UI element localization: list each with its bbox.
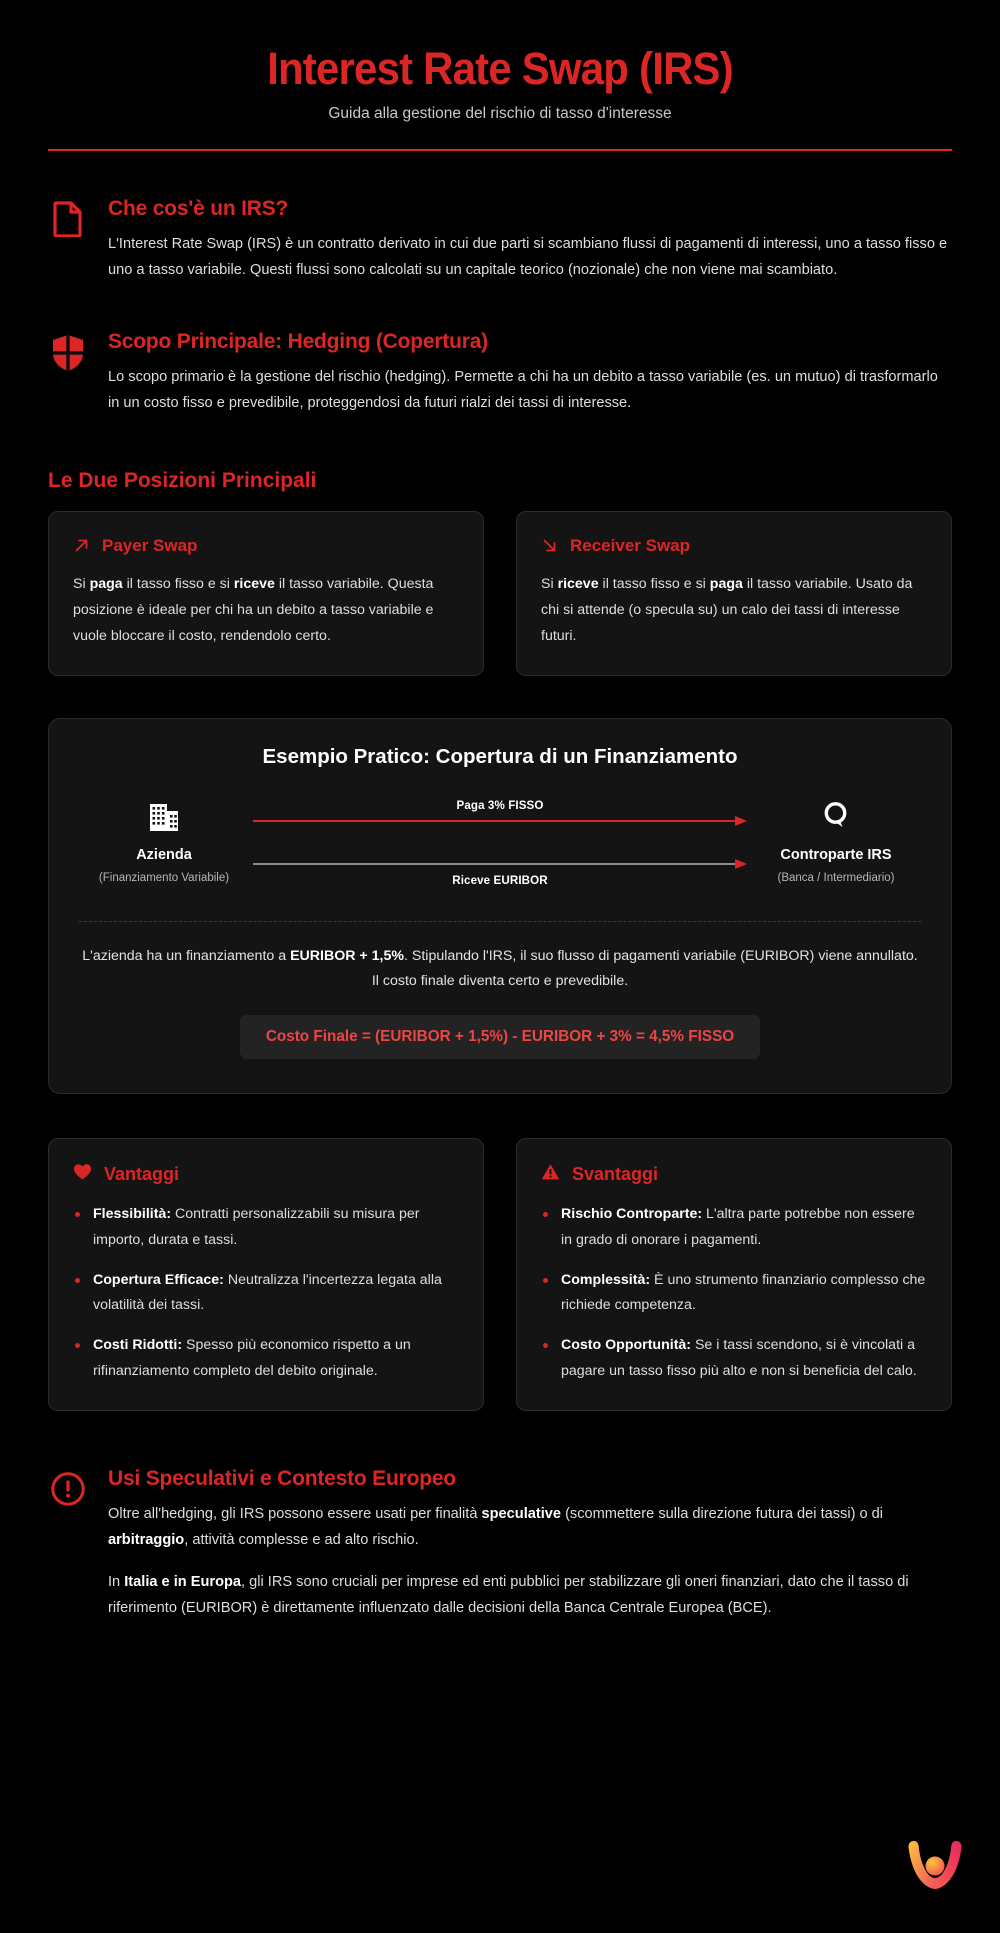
flow-arrow-floating xyxy=(253,857,747,891)
arrow-down-right-icon xyxy=(541,537,558,554)
section-paragraph-1: Oltre all'hedging, gli IRS possono essere usati per finalità speculative (scommettere sulla direzione futura dei tassi) o di arbitraggio, attività complesse e ad alto rischio. xyxy=(108,1505,884,1548)
heart-icon xyxy=(73,1163,92,1186)
exclamation-circle-icon xyxy=(48,1465,88,1507)
page-subtitle: Guida alla gestione del rischio di tasso d'interesse xyxy=(328,105,672,122)
list-item: Complessità: È uno strumento finanziario complesso che richiede competenza. xyxy=(541,1268,927,1319)
arrow-up-right-icon xyxy=(73,537,90,554)
flow-node-counterparty xyxy=(751,795,921,887)
section-text: L'Interest Rate Swap (IRS) è un contratto derivato in cui due parti si scambiano flussi di pagamenti di interessi, uno a tasso fisso e uno a tasso variabile. Questi flussi sono calcolati su un capitale teorico (nozionale) che non viene mai scambiato. xyxy=(108,236,948,278)
section-what-is-irs xyxy=(48,195,952,284)
flow-arrow-line xyxy=(253,863,735,865)
flow-node-label: Azienda xyxy=(136,847,192,864)
list-item: Flessibilità: Contratti personalizzabili su misura per importo, durata e tassi. xyxy=(73,1202,459,1253)
section-speculative-uses xyxy=(48,1465,952,1622)
building-icon xyxy=(79,799,249,833)
section-body xyxy=(108,1465,952,1622)
section-body xyxy=(108,195,952,284)
card-receiver-swap[interactable] xyxy=(516,511,952,677)
flow-node-sublabel: (Finanziamento Variabile) xyxy=(98,872,230,885)
brand-logo-icon xyxy=(902,1833,968,1899)
swap-flow-diagram xyxy=(79,795,921,891)
card-header xyxy=(541,1163,927,1186)
section-text: Lo scopo primario è la gestione del rischio (hedging). Permette a chi ha un debito a tasso variabile (es. un mutuo) di trasformarlo in un costo fisso e prevedibile, proteggendosi da futuri rialzi dei tassi di interesse. xyxy=(108,368,938,411)
advantages-list xyxy=(73,1202,459,1384)
flow-node-label: Controparte IRS xyxy=(780,847,892,864)
card-payer-swap[interactable] xyxy=(48,511,484,677)
card-header xyxy=(73,536,459,556)
section-paragraph-2: In Italia e in Europa, gli IRS sono cruciali per imprese ed enti pubblici per stabilizzare gli oneri finanziari, dato che il tasso di riferimento (EURIBOR) è direttamente influenzato dalle decisioni della Banca Centrale Europea (BCE). xyxy=(108,1573,909,1616)
card-title: Receiver Swap xyxy=(570,535,691,555)
card-header xyxy=(541,536,927,556)
example-note-line1: L'azienda ha un finanziamento a EURIBOR + 1,5%. Stipulando l'IRS, il suo flusso di pagamenti variabile (EURIBOR) viene annullato. xyxy=(82,948,918,965)
page-header xyxy=(48,0,952,151)
example-note-line2: Il costo finale diventa certo e prevedibile. xyxy=(371,972,629,989)
pros-cons-row xyxy=(48,1138,952,1411)
shield-icon xyxy=(48,328,88,372)
card-text: Si riceve il tasso fisso e si paga il tasso variabile. Usato da chi si attende (o specula su) un calo dei tassi di interesse futuri. xyxy=(541,575,913,644)
card-header xyxy=(73,1163,459,1186)
bank-counterparty-icon xyxy=(751,799,921,833)
list-item: Costi Ridotti: Spesso più economico rispetto a un rifinanziamento completo del debito originale. xyxy=(73,1333,459,1384)
flow-node-company xyxy=(79,795,249,887)
positions-cards xyxy=(48,511,952,677)
page-title: Interest Rate Swap (IRS) xyxy=(267,43,733,94)
final-cost-formula: Costo Finale = (EURIBOR + 1,5%) - EURIBOR + 3% = 4,5% FISSO xyxy=(240,1015,760,1059)
flow-arrow-head xyxy=(735,859,747,869)
card-title: Svantaggi xyxy=(572,1164,659,1185)
flow-arrow-head xyxy=(735,816,747,826)
header-divider xyxy=(48,149,952,151)
disadvantages-list xyxy=(541,1202,927,1384)
example-divider xyxy=(79,921,921,922)
example-title: Esempio Pratico: Copertura di un Finanziamento xyxy=(262,745,738,769)
flow-node-sublabel: (Banca / Intermediario) xyxy=(777,872,895,885)
list-item: Rischio Controparte: L'altra parte potrebbe non essere in grado di onorare i pagamenti. xyxy=(541,1202,927,1253)
section-title: Usi Speculativi e Contesto Europeo xyxy=(108,1466,456,1490)
section-title: Che cos'è un IRS? xyxy=(108,197,289,220)
list-item: Copertura Efficace: Neutralizza l'incertezza legata alla volatilità dei tassi. xyxy=(73,1268,459,1319)
card-title: Payer Swap xyxy=(102,535,198,555)
card-text: Si paga il tasso fisso e si riceve il tasso variabile. Questa posizione è ideale per chi ha un debito a tasso variabile e vuole bloccare il costo, rendendolo certo. xyxy=(73,575,434,644)
section-hedging xyxy=(48,328,952,417)
card-disadvantages[interactable] xyxy=(516,1138,952,1411)
card-title: Vantaggi xyxy=(104,1164,180,1185)
warning-triangle-icon xyxy=(541,1163,560,1186)
section-title: Scopo Principale: Hedging (Copertura) xyxy=(108,329,488,353)
section-body xyxy=(108,328,952,417)
document-icon xyxy=(48,195,88,237)
card-advantages[interactable] xyxy=(48,1138,484,1411)
flow-arrow-fixed xyxy=(253,799,747,833)
list-item: Costo Opportunità: Se i tassi scendono, si è vincolati a pagare un tasso fisso più alto e non si beneficia del calo. xyxy=(541,1333,927,1384)
flow-arrow-label: Riceve EURIBOR xyxy=(452,874,548,888)
positions-heading: Le Due Posizioni Principali xyxy=(48,468,317,492)
flow-arrows xyxy=(249,795,751,891)
footer-spacer xyxy=(48,1622,952,1714)
flow-arrow-line xyxy=(253,820,735,822)
example-panel xyxy=(48,718,952,1094)
flow-arrow-label: Paga 3% FISSO xyxy=(456,799,544,813)
